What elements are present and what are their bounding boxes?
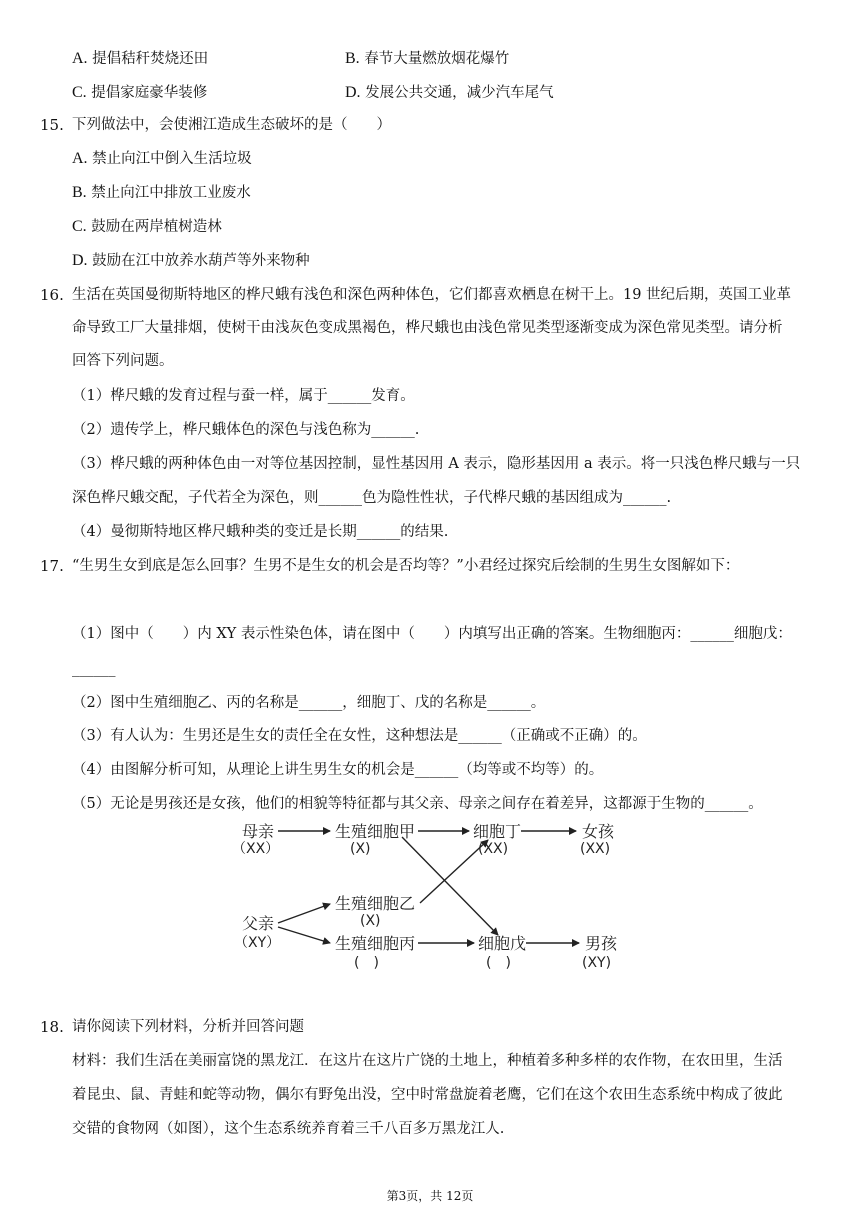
node-father-chromosome: （XY） xyxy=(234,935,281,951)
sub-question: （4）由图解分析可知，从理论上讲生男生女的机会是______（均等或不均等）的。 xyxy=(72,762,604,778)
node-cell-ding: 细胞丁 xyxy=(473,822,522,841)
q15-option-c xyxy=(72,217,222,237)
option-letter: B. xyxy=(345,50,360,67)
option-text: 鼓励在两岸植树造林 xyxy=(91,219,222,235)
node-germ-cell-jia: 生殖细胞甲 xyxy=(335,822,416,841)
q14-option-c xyxy=(72,83,207,103)
node-cell-wu: 细胞戊 xyxy=(478,934,527,953)
option-text: 提倡秸秆焚烧还田 xyxy=(92,51,209,67)
q15-option-a xyxy=(72,149,252,169)
node-germ-cell-bing: 生殖细胞丙 xyxy=(335,934,416,953)
question-stem: “生男生女到底是怎么回事？生男不是生女的机会是否均等？”小君经过探究后绘制的生男生女图解如下： xyxy=(72,558,740,574)
page-number: 第3页，共 12页 xyxy=(386,1189,474,1203)
arrow-yi-to-ding xyxy=(420,840,488,903)
node-boy-chromosome: (XY) xyxy=(582,955,612,971)
node-germ-cell-jia-chromosome: (X) xyxy=(350,841,371,857)
option-text: 提倡家庭豪华装修 xyxy=(91,85,208,101)
q14-option-a xyxy=(72,49,208,69)
option-letter: D. xyxy=(345,84,361,101)
sub-question: （1）桦尺蛾的发育过程与蚕一样，属于______发育。 xyxy=(72,388,415,404)
question-stem: 请你阅读下列材料，分析并回答问题 xyxy=(72,1019,304,1035)
material-line: 材料：我们生活在美丽富饶的黑龙江．在这片在这片广饶的土地上，种植着多种多样的农作物，在农田里，生活 xyxy=(72,1053,783,1069)
node-germ-cell-yi-chromosome: (X) xyxy=(360,913,381,929)
sub-question: （3）有人认为：生男还是生女的责任全在女性，这种想法是______（正确或不正确）的。 xyxy=(72,728,647,744)
sub-question: （4）曼彻斯特地区桦尺蛾种类的变迁是长期______的结果. xyxy=(72,524,449,540)
sub-question: 深色桦尺蛾交配，子代若全为深色，则______色为隐性性状，子代桦尺蛾的基因组成为______. xyxy=(72,490,672,506)
node-girl-chromosome: (XX) xyxy=(580,841,611,857)
question-stem: 下列做法中，会使湘江造成生态破坏的是（ ） xyxy=(72,117,391,133)
option-letter: A. xyxy=(72,150,88,167)
node-cell-ding-chromosome: (XX) xyxy=(478,841,509,857)
option-letter: A. xyxy=(72,50,88,67)
option-text: 禁止向江中倒入生活垃圾 xyxy=(92,151,252,167)
option-text: 禁止向江中排放工业废水 xyxy=(91,185,251,201)
question-stem-line: 命导致工厂大量排烟，使树干由浅灰色变成黑褐色，桦尺蛾也由浅色常见类型逐渐变成为深色常见类型。请分析 xyxy=(72,320,783,336)
arrow-father-to-bing xyxy=(278,927,330,943)
option-letter: D. xyxy=(72,252,88,269)
q15-option-b xyxy=(72,183,251,203)
q15-option-d xyxy=(72,251,310,271)
node-girl: 女孩 xyxy=(582,822,615,841)
node-germ-cell-bing-chromosome: ( ) xyxy=(354,955,379,971)
option-letter: C. xyxy=(72,84,87,101)
node-mother-chromosome: （XX） xyxy=(232,841,280,857)
sub-question: （5）无论是男孩还是女孩，他们的相貌等特征都与其父亲、母亲之间存在着差异，这都源于生物的______。 xyxy=(72,796,763,812)
question-stem-line: 回答下列问题。 xyxy=(72,353,174,369)
inheritance-diagram xyxy=(230,815,630,980)
node-boy: 男孩 xyxy=(585,934,618,953)
question-number: 15. xyxy=(40,116,64,134)
node-mother: 母亲 xyxy=(242,822,275,841)
sub-question: （3）桦尺蛾的两种体色由一对等位基因控制，显性基因用 A 表示，隐形基因用 a 表示。将一只浅色桦尺蛾与一只 xyxy=(72,456,801,472)
q14-option-d xyxy=(345,83,554,103)
option-text: 鼓励在江中放养水葫芦等外来物种 xyxy=(92,253,310,269)
sub-question: （1）图中（ ）内 XY 表示性染色体，请在图中（ ）内填写出正确的答案。生物细胞丙：______细胞戊： xyxy=(72,626,792,642)
arrow-father-to-yi xyxy=(278,904,330,923)
sub-question: （2）遗传学上，桦尺蛾体色的深色与浅色称为______. xyxy=(72,422,420,438)
node-cell-wu-chromosome: ( ) xyxy=(486,955,511,971)
option-letter: C. xyxy=(72,218,87,235)
sub-question: （2）图中生殖细胞乙、丙的名称是______，细胞丁、戊的名称是______。 xyxy=(72,695,546,711)
q14-option-b xyxy=(345,49,509,69)
question-stem-line: 生活在英国曼彻斯特地区的桦尺蛾有浅色和深色两种体色，它们都喜欢栖息在树干上。19 世纪后期，英国工业革 xyxy=(72,287,792,303)
question-number: 16. xyxy=(40,286,64,304)
option-letter: B. xyxy=(72,184,87,201)
node-father: 父亲 xyxy=(242,914,275,933)
material-line: 交错的食物网（如图），这个生态系统养育着三千八百多万黑龙江人. xyxy=(72,1121,505,1137)
node-germ-cell-yi: 生殖细胞乙 xyxy=(335,894,416,913)
material-line: 着昆虫、鼠、青蛙和蛇等动物，偶尔有野兔出没，空中时常盘旋着老鹰，它们在这个农田生态系统中构成了彼此 xyxy=(72,1087,783,1103)
sub-question: ______ xyxy=(72,661,116,677)
question-number: 18. xyxy=(40,1018,64,1036)
option-text: 发展公共交通，减少汽车尾气 xyxy=(365,85,554,101)
question-number: 17. xyxy=(40,557,64,575)
option-text: 春节大量燃放烟花爆竹 xyxy=(364,51,510,67)
